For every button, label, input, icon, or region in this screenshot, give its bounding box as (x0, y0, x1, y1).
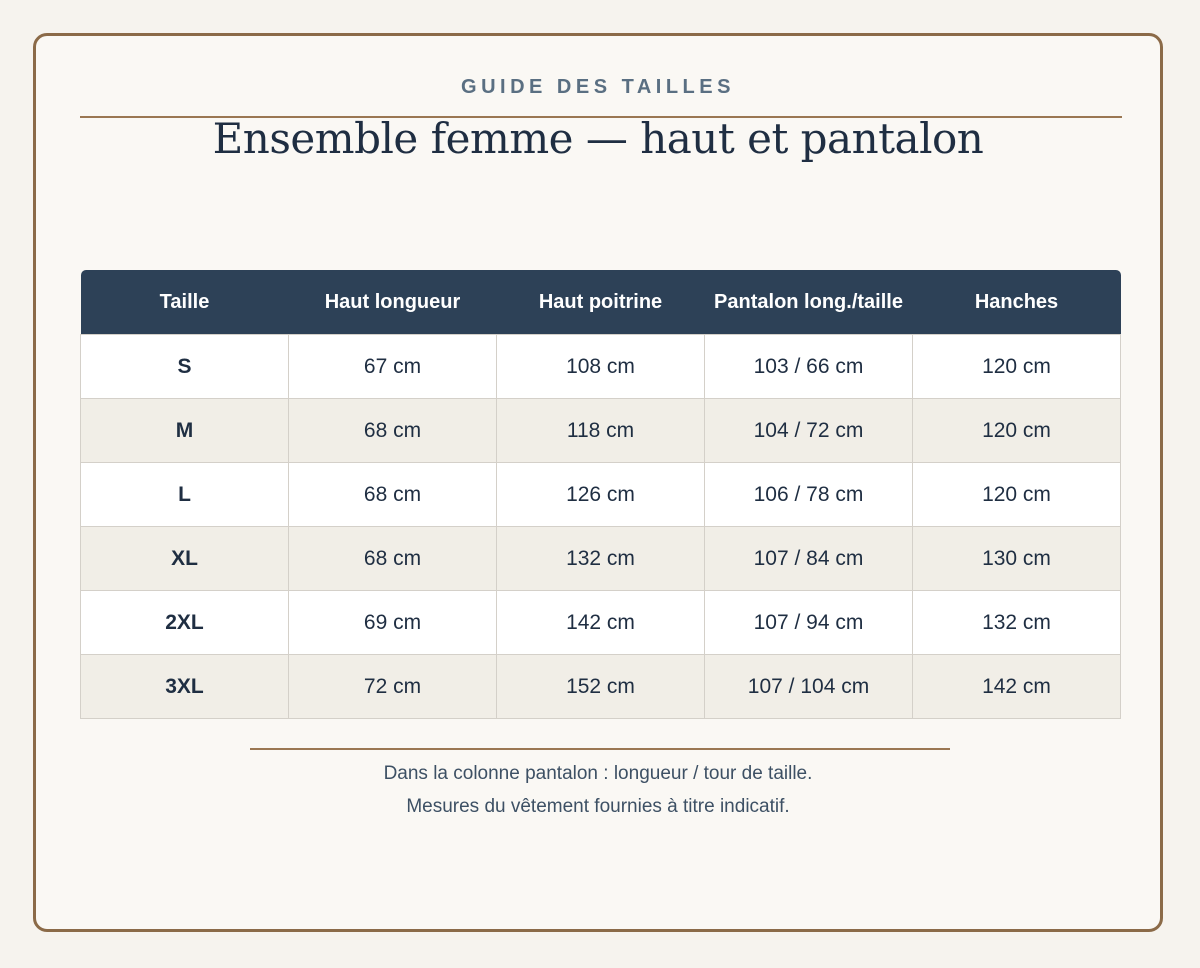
table-cell: 152 cm (497, 655, 705, 719)
table-cell: 126 cm (497, 463, 705, 527)
page-title: Ensemble femme — haut et pantalon (212, 114, 984, 163)
table-cell: 108 cm (497, 335, 705, 399)
table-cell: 104 / 72 cm (705, 399, 913, 463)
column-header-haut-poitrine: Haut poitrine (497, 270, 705, 335)
size-cell: 2XL (81, 591, 289, 655)
table-cell: 68 cm (289, 463, 497, 527)
table-cell: 106 / 78 cm (705, 463, 913, 527)
table-cell: 107 / 94 cm (705, 591, 913, 655)
table-cell: 120 cm (913, 335, 1121, 399)
table-row (81, 463, 1121, 527)
table-cell: 68 cm (289, 399, 497, 463)
table-cell: 142 cm (497, 591, 705, 655)
table-cell: 107 / 84 cm (705, 527, 913, 591)
eyebrow-label: GUIDE DES TAILLES (461, 76, 735, 98)
table-row (81, 527, 1121, 591)
size-cell: L (81, 463, 289, 527)
size-cell: M (81, 399, 289, 463)
column-header-pantalon: Pantalon long./taille (705, 270, 913, 335)
footer-note-pantalon: Dans la colonne pantalon : longueur / tour de taille. (383, 763, 813, 784)
column-header-hanches: Hanches (913, 270, 1121, 335)
table-row (81, 399, 1121, 463)
footer-divider (250, 748, 950, 750)
size-guide-card (33, 33, 1163, 932)
table-cell: 118 cm (497, 399, 705, 463)
size-cell: 3XL (81, 655, 289, 719)
table-cell: 130 cm (913, 527, 1121, 591)
table-cell: 120 cm (913, 463, 1121, 527)
table-row (81, 655, 1121, 719)
table-cell: 103 / 66 cm (705, 335, 913, 399)
table-cell: 142 cm (913, 655, 1121, 719)
table-cell: 67 cm (289, 335, 497, 399)
table-cell: 120 cm (913, 399, 1121, 463)
table-header-row (81, 270, 1121, 335)
table-cell: 107 / 104 cm (705, 655, 913, 719)
table-cell: 132 cm (497, 527, 705, 591)
table-cell: 132 cm (913, 591, 1121, 655)
table-row (81, 591, 1121, 655)
size-cell: S (81, 335, 289, 399)
table-cell: 68 cm (289, 527, 497, 591)
table-row (81, 335, 1121, 399)
footer-note-indicatif: Mesures du vêtement fournies à titre indicatif. (406, 796, 790, 817)
size-cell: XL (81, 527, 289, 591)
column-header-taille: Taille (81, 270, 289, 335)
column-header-haut-longueur: Haut longueur (289, 270, 497, 335)
size-table (80, 270, 1121, 719)
table-cell: 69 cm (289, 591, 497, 655)
table-cell: 72 cm (289, 655, 497, 719)
